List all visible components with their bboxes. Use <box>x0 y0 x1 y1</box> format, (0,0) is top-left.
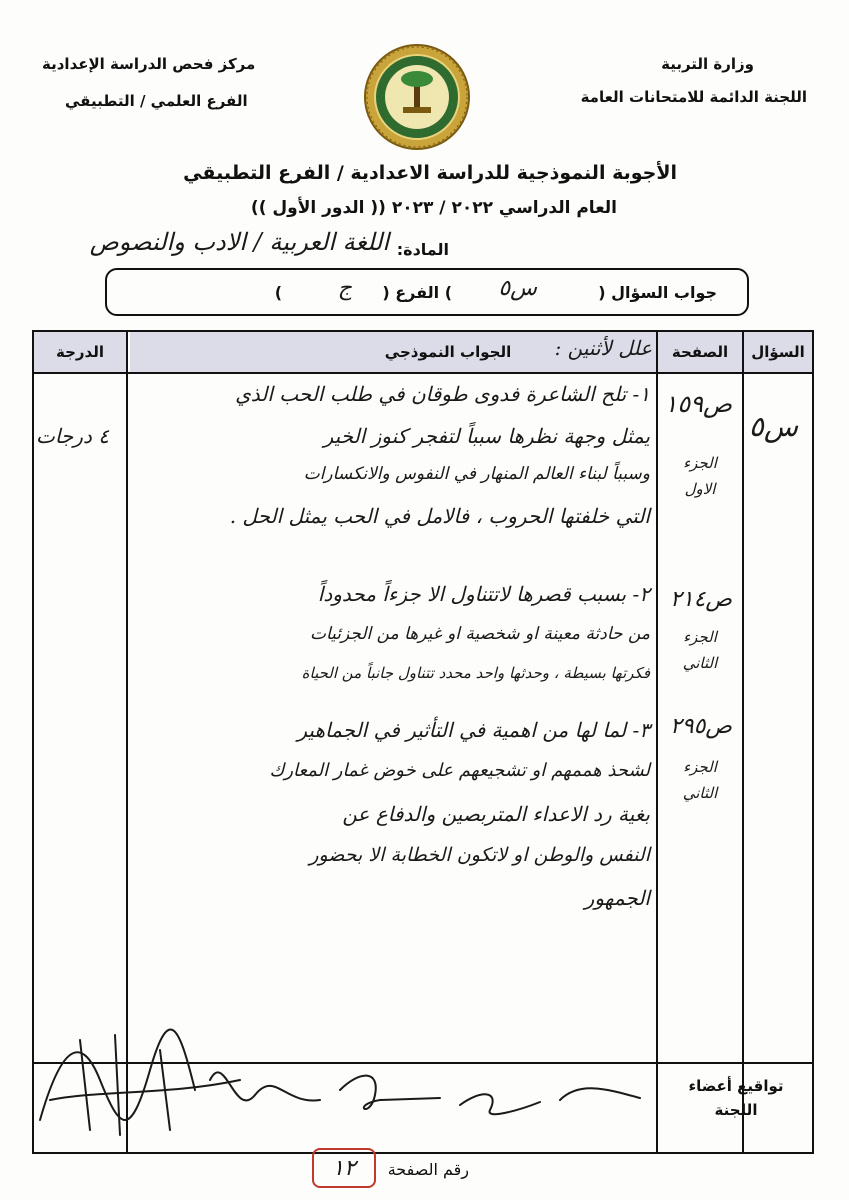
col-grade-header: الدرجة <box>34 332 126 372</box>
page-number-box <box>312 1148 376 1188</box>
row1-line4: التي خلفتها الحروب ، فالامل في الحب يمثل الحل . <box>229 504 650 528</box>
question-number: س٥ <box>748 410 798 443</box>
row1-line3: وسبباً لبناء العالم المنهار في النفوس والانكسارات <box>303 464 650 484</box>
branch-close: ) <box>274 283 282 302</box>
row1-page: ص١٥٩ <box>664 390 732 418</box>
row3-part: الجزء الثاني <box>682 758 718 802</box>
header-note: علل لأثنين : <box>554 336 652 360</box>
committee-name: اللجنة الدائمة للامتحانات العامة <box>580 88 807 106</box>
row1-line2: يمثل وجهة نظرها سبباً لتفجر كنوز الخير <box>323 424 650 448</box>
signatures-label: تواقيع أعضاء اللجنة <box>688 1077 784 1119</box>
subject-label: المادة: <box>396 240 449 259</box>
row3-line1: ٣- لما لها من اهمية في التأثير في الجماهير <box>297 718 650 742</box>
main-title: الأجوبة النموذجية للدراسة الاعدادية / الفرع التطبيقي <box>183 162 677 184</box>
row2-line3: فكرتها بسيطة ، وحدثها واحد محدد تتناول جانباً من الحياة <box>301 664 650 682</box>
center-name: مركز فحص الدراسة الإعدادية <box>42 55 256 73</box>
question-info-box <box>105 268 749 316</box>
grade-value: ٤ درجات <box>36 424 109 448</box>
page-number-value: ١٢ <box>332 1155 356 1181</box>
col-model-header: الجواب النموذجي <box>130 332 656 372</box>
row3-line2: لشحذ هممهم او تشجيعهم على خوض غمار المعارك <box>269 760 650 781</box>
col-page-header: الصفحة <box>658 332 742 372</box>
page-number-label: رقم الصفحة <box>387 1160 469 1179</box>
row2-page: ص٢١٤ <box>669 587 732 612</box>
row3-line5: الجمهور <box>584 886 650 910</box>
branch-label: ) الفرع ( <box>382 283 452 302</box>
answer-value: س٥ <box>498 276 537 301</box>
committee-signatures <box>20 1010 660 1150</box>
row2-line1: ٢- بسبب قصرها لاتتناول الا جزءاً محدوداً <box>317 582 650 606</box>
col-question-header: السؤال <box>744 332 812 372</box>
row1-line1: ١- تلح الشاعرة فدوى طوقان في طلب الحب الذي <box>235 382 650 406</box>
row1-part: الجزء الاول <box>683 454 717 498</box>
row2-line2: من حادثة معينة او شخصية او غيرها من الجزئيات <box>309 624 650 644</box>
answer-label: جواب السؤال ( <box>598 283 717 302</box>
subject-value: اللغة العربية / الادب والنصوص <box>89 228 389 256</box>
row2-part: الجزء الثاني <box>682 628 718 672</box>
row3-line3: بغية رد الاعداء المتربصين والدفاع عن <box>342 802 650 826</box>
row3-line4: النفس والوطن او لاتكون الخطابة الا بحضور <box>309 844 650 866</box>
academic-year: العام الدراسي ٢٠٢٢ / ٢٠٢٣ (( الدور الأول )) <box>250 198 617 218</box>
branch-value: ج <box>337 276 352 301</box>
row3-page: ص٢٩٥ <box>669 714 732 739</box>
branch-name: الفرع العلمي / التطبيقي <box>65 92 248 110</box>
ministry-name: وزارة التربية <box>661 55 754 73</box>
ministry-seal-logo <box>363 43 471 151</box>
